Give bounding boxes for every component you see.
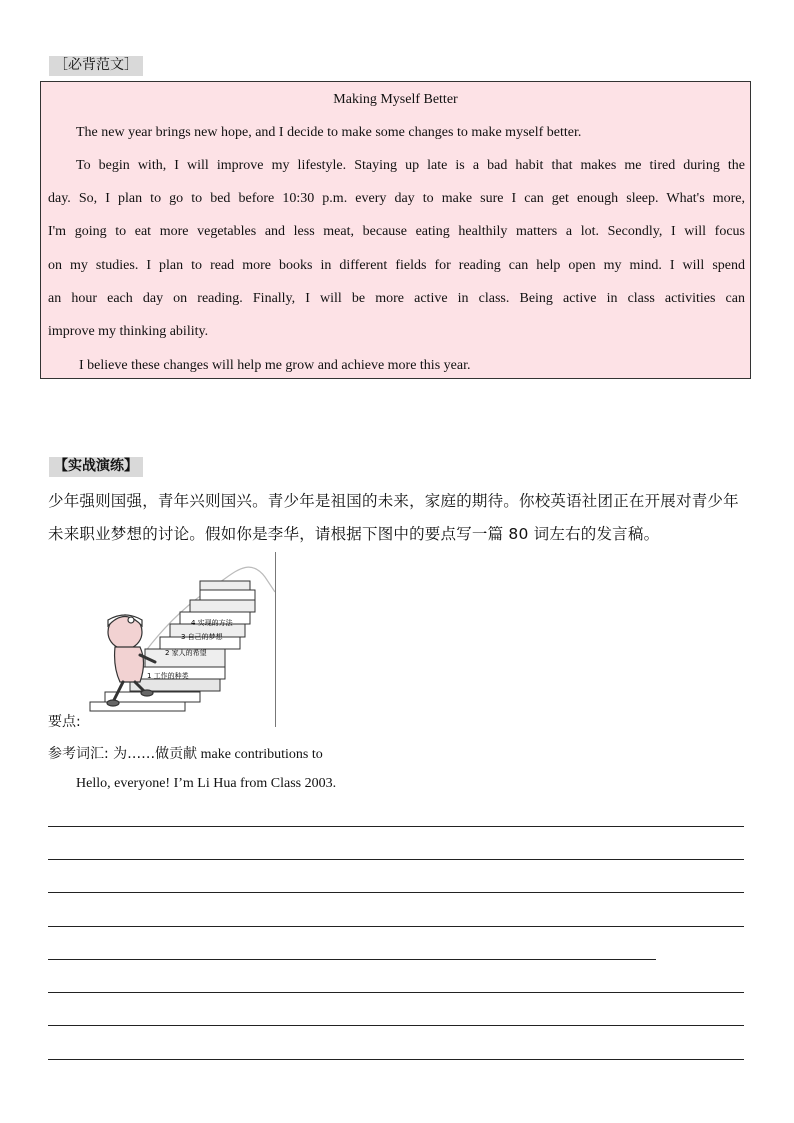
vocab-phrase: make contributions to (197, 747, 323, 762)
must-recite-tag: ［必背范文］ (49, 56, 143, 76)
essay-line: I believe these changes will help me grow and achieve more this year. (79, 358, 471, 373)
writing-line[interactable] (48, 892, 744, 893)
essay-line: on my studies. I plan to read more books in different fields for reading can help open my mind. I will spend (48, 258, 745, 273)
writing-line[interactable] (48, 1059, 744, 1060)
task-prompt-line: 少年强则国强，青年兴则国兴。青少年是祖国的未来，家庭的期待。你校英语社团正在开展对青少年 (48, 492, 739, 510)
writing-line[interactable] (48, 992, 744, 993)
step-label: 2 家人的希望 (165, 649, 207, 657)
vocab-label: 参考词汇: 为……做贡献 (48, 746, 198, 762)
essay-line: I'm going to eat more vegetables and less meat, because eating healthily matters a lot. Secondly, I will focus (48, 224, 745, 239)
writing-line[interactable] (48, 959, 656, 960)
speech-opening: Hello, everyone! I’m Li Hua from Class 2003. (76, 776, 337, 791)
step-label: 4 实现的方法 (191, 619, 233, 627)
practice-tag: 【实战演练】 (49, 457, 143, 477)
writing-line[interactable] (48, 859, 744, 860)
essay-line: To begin with, I will improve my lifestyle. Staying up late is a bad habit that makes me tired during the (76, 158, 745, 173)
writing-line[interactable] (48, 826, 744, 827)
step-label: 3 自己的梦想 (181, 633, 223, 641)
essay-line: day. So, I plan to go to bed before 10:30 p.m. every day to make sure I can get enough sleep. What's more, (48, 191, 745, 206)
essay-line: The new year brings new hope, and I decide to make some changes to make myself better. (76, 125, 582, 140)
writing-line[interactable] (48, 926, 744, 927)
essay-line: improve my thinking ability. (48, 324, 209, 339)
task-prompt-line: 未来职业梦想的讨论。假如你是李华，请根据下图中的要点写一篇 80 词左右的发言稿。 (48, 525, 660, 543)
writing-line[interactable] (48, 1025, 744, 1026)
stairs-illustration (85, 552, 276, 727)
model-essay-box (40, 81, 751, 379)
reference-vocabulary (48, 743, 323, 763)
step-label: 1 工作的种类 (147, 672, 189, 680)
key-points-label: 要点: (48, 714, 81, 730)
essay-title: Making Myself Better (333, 92, 458, 107)
essay-line: an hour each day on reading. Finally, I will be more active in class. Being active in class activities can (48, 291, 745, 306)
